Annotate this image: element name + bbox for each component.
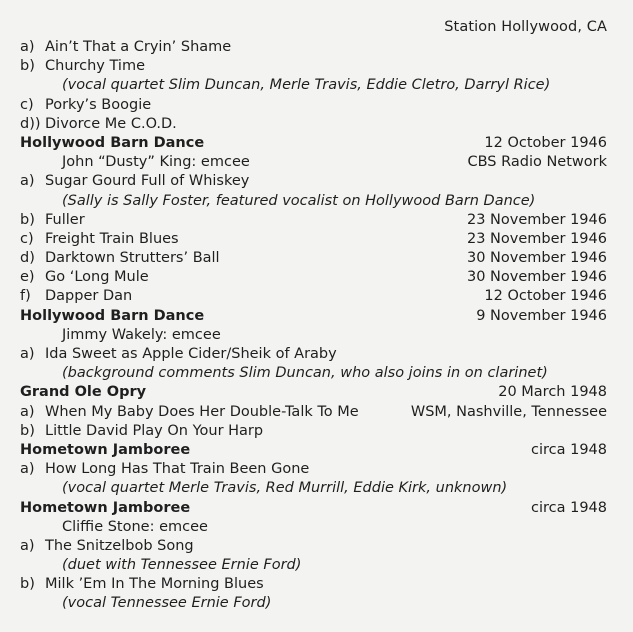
performance-note: (background comments Slim Duncan, who also joins in on clarinet) [62,365,548,382]
program-heading: Grand Ole Opry [20,384,147,401]
emcee-credit: Jimmy Wakely: emcee [62,326,221,343]
track-row [20,460,607,479]
date-or-network: 12 October 1946 [484,288,607,305]
program-heading-row [20,441,607,460]
track-title: Freight Train Blues [45,230,179,247]
track-title: Fuller [45,211,85,228]
track-letter: c) [20,96,34,113]
track-letter: a) [20,461,35,478]
track-letter: b) [20,58,35,75]
track-row [20,537,607,556]
track-letter: f) [20,288,31,305]
date-or-network: 30 November 1946 [466,250,607,267]
track-letter: a) [20,346,35,362]
track-title: Go ‘Long Mule [45,269,149,286]
program-heading: Hometown Jamboree [20,441,191,458]
date-or-network: CBS Radio Network [467,154,607,171]
track-letter: a) [20,537,35,554]
note-row [20,76,607,95]
track-title: Ida Sweet as Apple Cider/Sheik of Araby [45,346,337,362]
performance-note: (Sally is Sally Foster, featured vocalist on Hollywood Barn Dance) [62,192,536,209]
note-row [20,364,607,383]
track-letter: b) [20,422,35,439]
program-heading-row [20,134,607,153]
track-title: Porky’s Boogie [45,96,152,113]
track-row [20,57,607,76]
date-or-network: 12 October 1946 [484,134,607,151]
performance-note: (vocal Tennessee Ernie Ford) [62,595,272,612]
date-or-network: circa 1948 [530,441,607,458]
track-title: Darktown Strutters’ Ball [45,250,220,267]
track-letter: a) [20,403,35,420]
emcee-row [20,518,607,537]
track-row [20,403,607,422]
date-or-network: WSM, Nashville, Tennessee [410,403,607,420]
track-title: The Snitzelbob Song [45,537,194,554]
track-row [20,575,607,594]
track-title: How Long Has That Train Been Gone [45,461,310,478]
program-heading-row [20,307,607,326]
track-title: Divorce Me C.O.D. [45,115,177,132]
track-letter: e) [20,269,35,286]
track-row [20,287,607,306]
program-heading: Hometown Jamboree [20,499,191,516]
emcee-credit: Cliffie Stone: emcee [62,518,208,535]
program-heading: Hollywood Barn Dance [20,134,205,151]
track-row [20,38,607,57]
performance-note: (duet with Tennessee Ernie Ford) [62,557,302,574]
track-row [20,422,607,441]
station-location: Station Hollywood, CA [444,19,607,35]
track-letter: b) [20,211,35,228]
track-title: Little David Play On Your Harp [45,422,264,439]
date-or-network: 30 November 1946 [466,269,607,286]
track-letter: d)) [20,115,41,132]
track-title: Ain’t That a Cryin’ Shame [45,39,232,55]
note-row [20,192,607,211]
track-letter: c) [20,230,34,247]
performance-note: (vocal quartet Merle Travis, Red Murrill, Eddie Kirk, unknown) [62,480,508,497]
note-row [20,556,607,575]
performance-note: (vocal quartet Slim Duncan, Merle Travis, Eddie Cletro, Darryl Rice) [62,77,551,94]
date-or-network: 23 November 1946 [466,211,607,228]
track-row [20,115,607,134]
track-row [20,172,607,191]
track-letter: a) [20,173,35,190]
track-letter: d) [20,250,35,267]
date-or-network: 20 March 1948 [498,384,607,401]
date-or-network: circa 1948 [530,499,607,516]
emcee-credit: John “Dusty” King: emcee [62,154,250,171]
track-row [20,249,607,268]
date-or-network: 23 November 1946 [466,230,607,247]
track-title: Milk ’Em In The Morning Blues [45,576,264,593]
emcee-row [20,153,607,172]
track-listing [20,38,607,614]
note-row [20,479,607,498]
track-title: When My Baby Does Her Double-Talk To Me [45,403,359,420]
track-title: Dapper Dan [45,288,133,305]
program-heading-row [20,383,607,402]
track-title: Sugar Gourd Full of Whiskey [45,173,250,190]
program-heading-row [20,499,607,518]
track-row [20,268,607,287]
emcee-row [20,326,607,345]
track-letter: b) [20,576,35,593]
program-heading: Hollywood Barn Dance [20,307,205,324]
track-row [20,345,607,364]
track-row [20,230,607,249]
date-or-network: 9 November 1946 [476,307,607,324]
note-row [20,594,607,613]
track-letter: a) [20,39,35,55]
track-row [20,96,607,115]
track-row [20,211,607,230]
track-title: Churchy Time [45,58,145,75]
